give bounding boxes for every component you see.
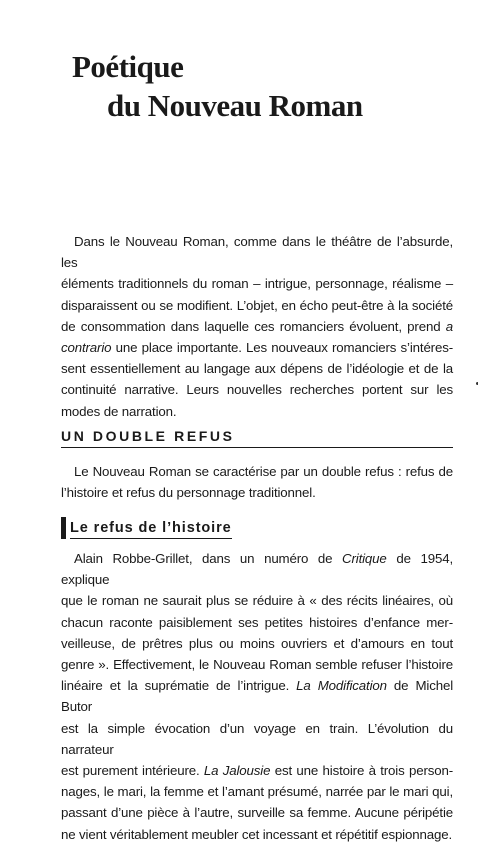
text-line: passant d’une pièce à l’autre, surveille sa femme. Aucune péripétie bbox=[61, 805, 453, 821]
italic-term-contrario: contrario bbox=[61, 340, 112, 356]
page-title-line-2: du Nouveau Roman bbox=[107, 88, 363, 123]
text-line: disparaissent ou se modifient. L’objet, en écho peut-être à la société bbox=[61, 297, 453, 313]
text-run: est purement intérieure. bbox=[61, 763, 204, 779]
subsection-heading-text: Le refus de l’histoire bbox=[70, 519, 232, 539]
text-run: de 1954, explique bbox=[61, 551, 453, 588]
italic-title-la-modification: La Modification bbox=[296, 678, 387, 694]
text-run: une place importante. Les nouveaux romanciers s’intéres- bbox=[111, 340, 453, 356]
intro-paragraph bbox=[61, 231, 453, 422]
subsection-paragraph bbox=[61, 548, 453, 845]
text-line: l’histoire et refus du personnage traditionnel. bbox=[61, 485, 316, 501]
text-line bbox=[61, 316, 453, 337]
text-line: éléments traditionnels du roman – intrigue, personnage, réalisme – bbox=[61, 276, 453, 292]
text-line: modes de narration. bbox=[61, 403, 177, 419]
text-line: Dans le Nouveau Roman, comme dans le théâtre de l’absurde, les bbox=[61, 234, 453, 271]
heading-bar-marker bbox=[61, 517, 66, 539]
text-line: chacun raconte paisiblement ses petites histoires d’enfance mer- bbox=[61, 614, 453, 630]
text-run: est une histoire à trois person- bbox=[270, 763, 453, 779]
text-line: est la simple évocation d’un voyage en train. L’évolution du narrateur bbox=[61, 720, 453, 757]
text-run: Alain Robbe-Grillet, dans un numéro de bbox=[74, 551, 343, 566]
text-line: genre ». Effectivement, le Nouveau Roman semble refuser l’histoire bbox=[61, 657, 453, 673]
text-run: linéaire et la suprématie de l’intrigue. bbox=[61, 678, 297, 694]
italic-title-critique: Critique bbox=[342, 551, 387, 566]
section-paragraph bbox=[61, 461, 453, 503]
text-run: de Michel Butor bbox=[61, 678, 453, 715]
text-line bbox=[61, 548, 453, 590]
text-line bbox=[61, 337, 453, 358]
page-title-line-1: Poétique bbox=[72, 49, 184, 84]
text-line: sent essentiellement au langage aux dépens de l’idéologie et de la bbox=[61, 361, 453, 377]
text-line: veilleuse, de prêtres plus ou moins ouvriers et d’amours en tout bbox=[61, 635, 453, 651]
text-line bbox=[61, 675, 453, 717]
text-run: de consommation dans laquelle ces romanciers évoluent, prend bbox=[61, 318, 446, 334]
text-line: nages, le mari, la femme et l’amant présumé, narrée par le mari qui, bbox=[61, 784, 453, 800]
text-line: ne vient véritablement meubler cet incessant et répétitif espionnage. bbox=[61, 826, 453, 842]
subsection-heading bbox=[61, 519, 232, 539]
italic-term-a-contrario: a bbox=[445, 318, 453, 334]
italic-title-la-jalousie: La Jalousie bbox=[203, 763, 271, 779]
section-heading: UN DOUBLE REFUS bbox=[61, 428, 453, 448]
text-line: Le Nouveau Roman se caractérise par un double refus : refus de bbox=[74, 464, 453, 479]
text-line bbox=[61, 760, 453, 781]
text-line: que le roman ne saurait plus se réduire à « des récits linéaires, où bbox=[61, 593, 453, 609]
text-line: continuité narrative. Leurs nouvelles recherches portent sur les bbox=[61, 382, 453, 398]
